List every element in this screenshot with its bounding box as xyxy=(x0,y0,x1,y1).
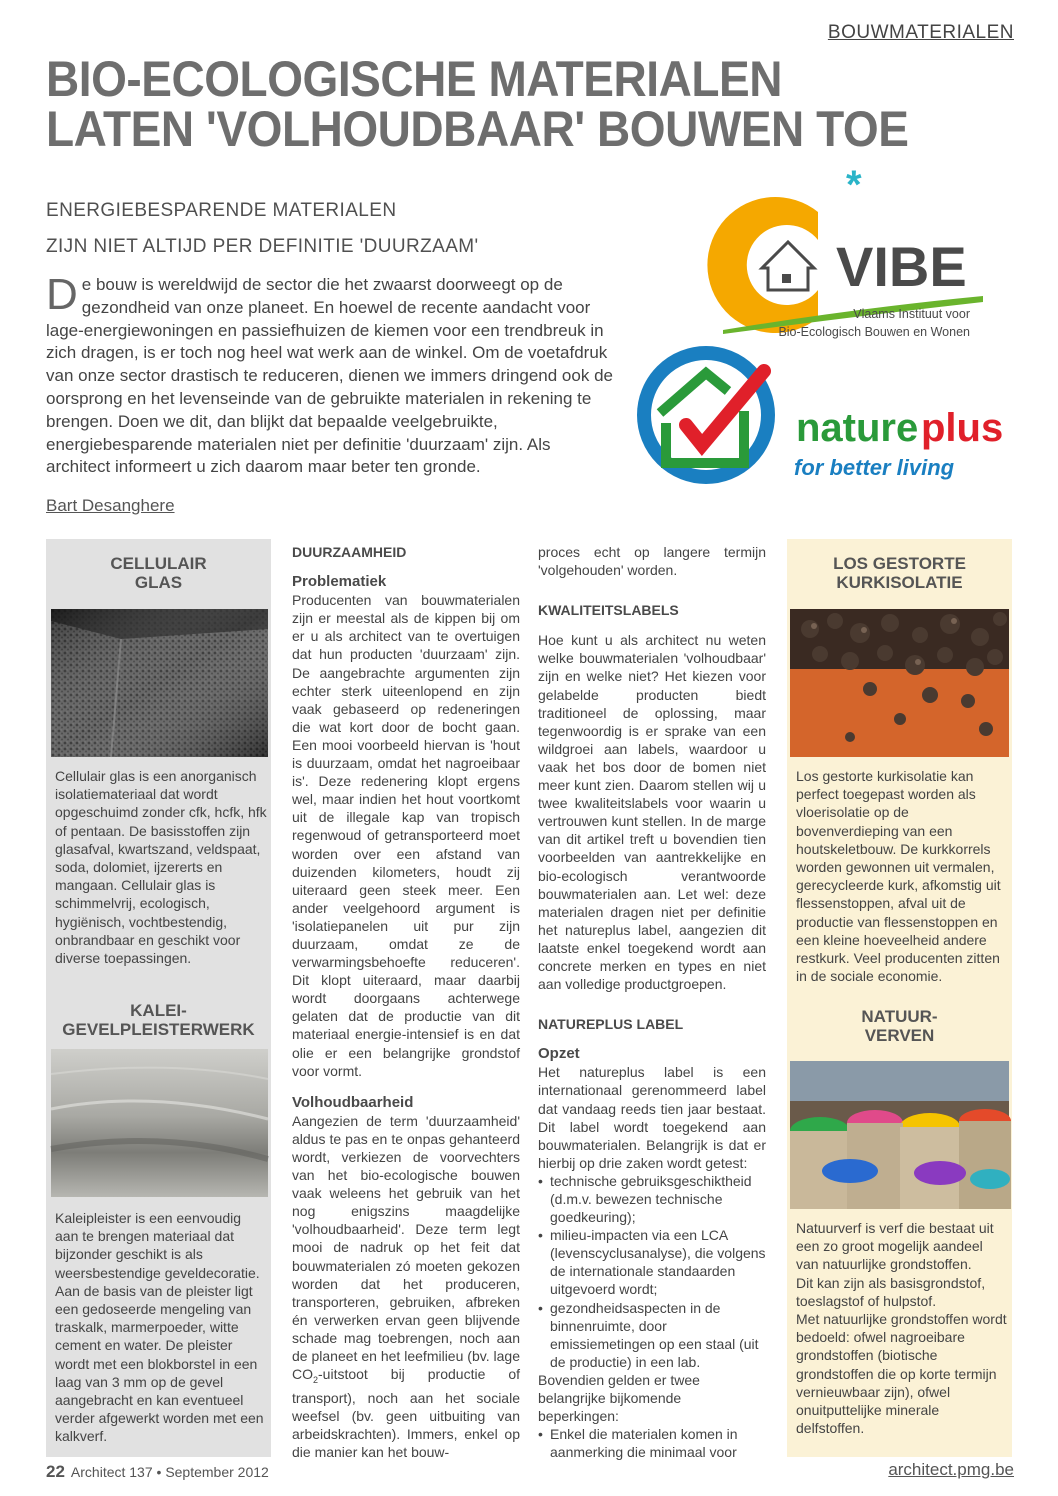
footer-url-link[interactable]: architect.pmg.be xyxy=(888,1460,1014,1479)
paragraph-continuation: proces echt op langere termijn 'volgehouden' worden. xyxy=(538,544,766,579)
box-text-kurkisolatie: Los gestorte kurkisolatie kan perfect toegepast worden als vloerisolatie op de bovenverdieping van een houtskeletbouw. De kurkkorrels worden gewonnen uit vermalen, gerecycleerde kurk, afkomstig uit flessenstoppen, afval uit de productie van flessenstoppen en een kleine hoeveelheid andere restkurk. Veel producenten zitten in de sociale economie. xyxy=(796,768,1001,985)
box-text-cellulair-glas: Cellulair glas is een anorganisch isolatiemateriaal dat wordt opgeschuimd zonder cfk, hcfk, hfk of pentaan. De basisstoffen zijn glasafval, kwartszand, veldspaat, soda, dolomiet, ijzererts en mangaan. Cellulair glas is schimmelvrij, ecologisch, hygiënisch, vochtbestendig, onbrandbaar en geschikt voor diverse toepassingen. xyxy=(55,768,267,967)
left-sidebar xyxy=(46,539,271,1457)
paragraph-part: Aangezien de term 'duurzaamheid' aldus te pas en te onpas gehanteerd wordt, verkiezen de voorvechters van het bio-ecologische bouwen vaak weleens het gebruik van het nog enigszins maagdelijke 'volhoudbaarheid'. Deze term legt mooi de nadruk op het feit dat bouwmaterialen zó moeten gekozen worden dat het produceren, transporteren, gebruiken, afbreken én verwerken ervan geen blijvende schade mag toebrengen, noch aan de planeet en het leefmilieu (bv. lage CO xyxy=(292,1112,520,1383)
kalei-plaster-image xyxy=(51,1049,268,1197)
paragraph-opzet: Het natureplus label is een internationaal gerenommeerd label dat vandaag reeds tien jaar bestaat. Dit label wordt toegekend aan bouwmaterialen. Belangrijk is dat er hierbij op drie zaken wordt getest: xyxy=(538,1064,766,1171)
article-column-2 xyxy=(538,543,766,1461)
paragraph-part: -uitstoot bij productie of transport), noch aan het sociale weefsel (bv. geen uitbuiting van arbeidskrachten). Immers, enkel op die manier kan het bouw- xyxy=(292,1366,520,1461)
paragraph-beperkingen: Bovendien gelden er twee belangrijke bijkomende beperkingen: xyxy=(538,1371,700,1425)
heading-natureplus-label: NATUREPLUS LABEL xyxy=(538,1016,684,1033)
natural-paint-image xyxy=(790,1061,1009,1209)
footer-issue xyxy=(46,1462,269,1482)
article-column-1 xyxy=(292,543,520,1461)
vibe-window xyxy=(782,274,791,283)
heading-duurzaamheid: DUURZAAMHEID xyxy=(292,544,407,560)
paragraph-volhoudbaarheid xyxy=(292,1112,520,1462)
cellular-glass-image xyxy=(51,609,268,757)
box-title-text: KALEI- GEVELPLEISTERWERK xyxy=(62,1001,255,1039)
subtitle-line-2: ZIJN NIET ALTIJD PER DEFINITIE 'DUURZAAM' xyxy=(46,236,479,257)
subheading-problematiek: Problematiek xyxy=(292,573,387,591)
page-title xyxy=(46,51,929,157)
subheading-opzet: Opzet xyxy=(538,1045,580,1063)
natureplus-name-red: plus xyxy=(921,406,1004,450)
vibe-wordmark: VIBE xyxy=(836,235,967,298)
list-item: • milieu-impacten via een LCA (levenscyclusanalyse), die volgens de internationale standaarden uitgevoerd wordt; xyxy=(538,1226,766,1298)
heading-kwaliteitslabels: KWALITEITSLABELS xyxy=(538,602,679,619)
box-title-kalei xyxy=(46,1001,271,1039)
box-title-cellulair-glas xyxy=(46,554,271,592)
list-item: • technische gebruiksgeschiktheid (d.m.v. bewezen technische goedkeuring); xyxy=(538,1172,766,1226)
paragraph: Met natuurlijke grondstoffen wordt bedoeld: ofwel nagroeibare grondstoffen (biotische grondstoffen die op korte termijn vernieuwbaar zijn), ofwel onuitputtelijke minerale delfstoffen. xyxy=(796,1311,1007,1437)
subscript-2: 2 xyxy=(313,1374,319,1385)
vibe-line2: Bio-Ecologisch Bouwen en Wonen xyxy=(778,325,970,339)
list-item: • gezondheidsaspecten in de binnenruimte, door emissiemetingen op een staal (uit de productie) in een lab. xyxy=(538,1299,766,1371)
title-line-1: BIO-ECOLOGISCHE MATERIALEN xyxy=(46,51,782,107)
box-title-text: LOS GESTORTE KURKISOLATIE xyxy=(833,554,966,592)
section-label: BOUWMATERIALEN xyxy=(827,22,1014,43)
natureplus-roof xyxy=(660,373,728,413)
paragraph-problematiek: Producenten van bouwmaterialen zijn er meestal als de kippen bij om er u als architect van te overtuigen dat hun producten 'duurzaam' zijn. De aangebrachte argumenten zijn echter sterk uiteenlopend en zijn vaak gebaseerd op redeneringen die wat kort door de bocht gaan. Een mooi voorbeeld hiervan is 'hout is duurzaam, omdat het nagroeibaar is'. Deze redenering klopt ergens wel, maar indien het hout voortkomt uit de illegale kap van tropisch regenwoud of getransporteerd moet worden over een afstand van duizenden kilometers, houdt zij uiteraard geen steek meer. Een ander veelgehoord argument is 'isolatiepanelen uit pur zijn duurzaam, omdat ze de verwarmingsbehoefte reduceren'. Dit klopt uiteraard, maar daarbij wordt doorgaans achterwege gelaten dat de productie van dit materiaal energie-intensief is en dat olie er een belangrijke grondstof voor vormt. xyxy=(292,592,520,1079)
restrictions-list xyxy=(538,1425,766,1461)
page-number: 22 xyxy=(46,1462,65,1481)
issue-info: Architect 137 • September 2012 xyxy=(70,1464,269,1480)
right-sidebar xyxy=(787,539,1012,1457)
box-title-text: NATUUR- VERVEN xyxy=(861,1007,938,1045)
box-title-natuurverven xyxy=(787,1007,1012,1045)
box-text-kalei: Kaleipleister is een eenvoudig aan te brengen materiaal dat bijzonder geschikt is als weersbestendige geveldecoratie. Aan de basis van de pleister ligt een gedoseerde mengeling van traskalk, marmerpoeder, witte cement en water. De pleister wordt met een blokborstel in een laag van 3 mm op de gevel aangebracht en kan eventueel verder afgewerkt worden met een kalkverf. xyxy=(55,1210,264,1445)
box-title-kurkisolatie xyxy=(787,554,1012,592)
vibe-line1: Vlaams Instituut voor xyxy=(853,307,970,321)
title-line-2: LATEN 'VOLHOUDBAAR' BOUWEN TOE xyxy=(46,101,909,157)
cork-insulation-image xyxy=(790,609,1009,757)
drop-cap: D xyxy=(46,270,78,319)
natureplus-logo xyxy=(636,345,1008,485)
author-byline: Bart Desanghere xyxy=(46,496,175,515)
intro-paragraph xyxy=(46,270,614,479)
natureplus-name-green: nature xyxy=(796,406,919,450)
natureplus-tagline: for better living xyxy=(794,455,955,480)
subtitle-line-1: ENERGIEBESPARENDE MATERIALEN xyxy=(46,200,397,221)
subheading-volhoudbaarheid: Volhoudbaarheid xyxy=(292,1093,414,1111)
criteria-list xyxy=(538,1172,766,1371)
paragraph-kwaliteitslabels: Hoe kunt u als architect nu weten welke bouwmaterialen 'volhoudbaar' zijn en welke niet? Het kiezen voor gelabelde producten biedt traditioneel de oplossing, maar tegenwoordig is er sprake van een wildgroei aan labels, waardoor u vaak het bos door de bomen niet meer kunt zien. Daarom stellen wij u twee kwaliteitslabels voor waarin u vertrouwen kunt stellen. In de marge van dit artikel treft u bovendien tien voorbeelden van aantrekkelijke en bio-ecologisch verantwoorde bouwmaterialen aan. Let wel: deze materialen dragen niet per definitie het natureplus label, aangezien dit laatste enkel toegekend wordt aan concrete merken en types en niet aan volledige productgroepen. xyxy=(538,632,766,993)
vibe-asterisk: * xyxy=(846,163,862,207)
box-text-natuurverven xyxy=(796,1219,1008,1437)
box-title-text: CELLULAIR GLAS xyxy=(110,554,207,592)
paragraph: Natuurverf is verf die bestaat uit een zo groot mogelijk aandeel van natuurlijke grondstoffen. xyxy=(796,1220,994,1273)
vibe-logo xyxy=(718,163,1008,340)
list-item: • Enkel die materialen komen in aanmerking die minimaal voor xyxy=(538,1425,766,1461)
paragraph: Dit kan zijn als basisgrondstof, toeslagstof of hulpstof. xyxy=(796,1274,986,1309)
pigment-sacks xyxy=(790,1109,1011,1209)
intro-text: e bouw is wereldwijd de sector die het zwaarst doorweegt op de gezondheid van onze planeet. En hoewel de recente aandacht voor lage-energiewoningen en passiefhuizen de kiemen voor een trendbreuk in zich dragen, is er toch nog heel wat werk aan de winkel. Om de voetafdruk van onze sector drastisch te reduceren, dienen we immers dringend ook de oorsprong en het levenseinde van de gebruikte materialen in rekening te brengen. Doen we dit, dan blijkt dat bepaalde veelgebruikte, energiebesparende materialen niet per definitie 'duurzaam' zijn. Als architect informeert u zich daarom maar beter ten gronde. xyxy=(46,275,613,477)
